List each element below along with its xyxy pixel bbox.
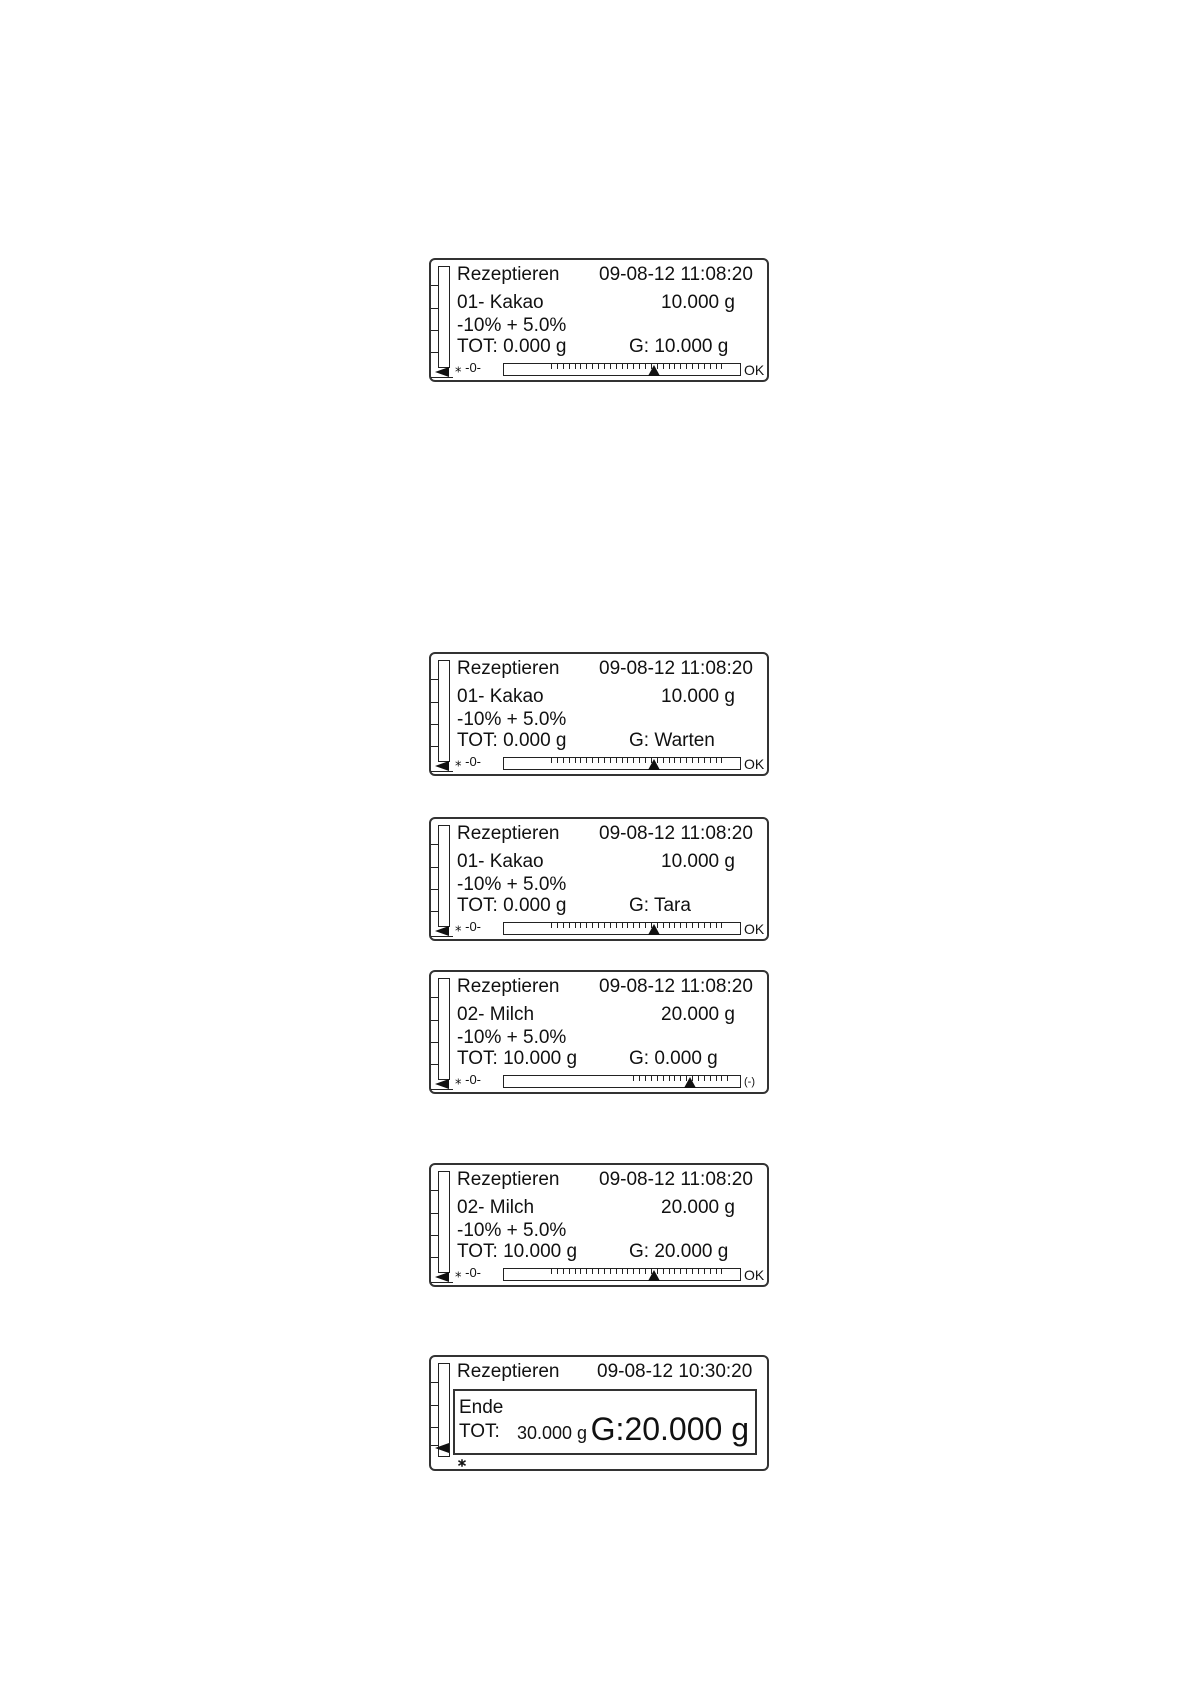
bargraph-tick [633,923,634,928]
total-weight: TOT: 10.000 g [457,1241,578,1262]
bargraph-tick [721,923,722,928]
screen-datetime: 09-08-12 11:08:20 [599,976,753,997]
bargraph-tick [569,923,570,928]
display-screen-2 [429,652,769,776]
bargraph-tick [622,758,623,763]
bargraph-tick [710,923,711,928]
bargraph-tick [610,923,611,928]
bargraph-tick [692,758,693,763]
tolerance: -10% + 5.0% [457,1220,567,1241]
sidebar-indicator [431,972,453,1092]
gross-weight: G: Tara [629,895,691,916]
bargraph-tick [686,758,687,763]
bargraph-tick [651,758,652,763]
bargraph-tick [622,364,623,369]
bargraph-tick [669,1076,670,1081]
bargraph-tick [704,1269,705,1274]
component-target: 10.000 g [661,851,735,872]
bargraph [503,1268,741,1281]
bargraph-tick [569,364,570,369]
bargraph-tick [663,1076,664,1081]
total-weight: TOT: 0.000 g [457,730,567,751]
screen-title: Rezeptieren [457,658,560,679]
bargraph-tick [616,1269,617,1274]
bargraph-tick [686,1269,687,1274]
status-icons: ⁎ -0- [455,1265,481,1280]
screen-title: Rezeptieren [457,976,560,997]
bargraph-tick [633,1269,634,1274]
bargraph [503,922,741,935]
bargraph-tick [674,1076,675,1081]
bargraph-tick [663,758,664,763]
screen-datetime: 09-08-12 11:08:20 [599,1169,753,1190]
bargraph-tick [680,1076,681,1081]
pointer-arrow-icon [435,1443,449,1453]
gross-weight-large: G:20.000 g [590,1411,749,1447]
bargraph-tick [692,923,693,928]
bargraph-tick [627,758,628,763]
bargraph-tick [633,364,634,369]
status-icons: ⁎ -0- [455,754,481,769]
bargraph-tick [686,1076,687,1081]
bargraph-tick [616,364,617,369]
bargraph-tick [604,923,605,928]
bargraph-tick [651,923,652,928]
tolerance: -10% + 5.0% [457,874,567,895]
bargraph-tick [663,923,664,928]
bargraph-tick [622,923,623,928]
screen-datetime: 09-08-12 11:08:20 [599,823,753,844]
display-screen-5 [429,1163,769,1287]
tolerance: -10% + 5.0% [457,709,567,730]
bargraph-tick [580,923,581,928]
bargraph-tick [657,364,658,369]
bargraph-tick [592,758,593,763]
gross-weight: G: 20.000 g [629,1241,729,1262]
total-weight: TOT: 0.000 g [457,336,567,357]
bargraph-tick [698,1269,699,1274]
pointer-arrow-icon [435,926,449,936]
bargraph-tick [657,758,658,763]
bargraph-tick [698,758,699,763]
bargraph-tick [563,923,564,928]
sidebar-indicator [431,1357,453,1469]
component-target: 20.000 g [661,1004,735,1025]
bargraph-tick [575,364,576,369]
bargraph-tick [586,923,587,928]
screen-title: Rezeptieren [457,1169,560,1190]
bargraph-tick [704,923,705,928]
component-name: 02- Milch [457,1197,535,1218]
total-value: 30.000 g [517,1423,588,1443]
bargraph-tick [710,1076,711,1081]
bargraph-tick [610,364,611,369]
bargraph-tick [651,364,652,369]
bargraph-tick [557,364,558,369]
screen-title: Rezeptieren [457,264,560,285]
bargraph-tick [604,1269,605,1274]
bargraph-tick [563,1269,564,1274]
bargraph-tick [663,364,664,369]
bargraph-tick [651,1269,652,1274]
bargraph-tick [692,1076,693,1081]
screen-title: Rezeptieren [457,823,560,844]
pointer-arrow-icon [435,761,449,771]
gross-weight: G: 10.000 g [629,336,729,357]
component-name: 01- Kakao [457,851,544,872]
bargraph-tick [586,1269,587,1274]
status-icons: ⁎ -0- [455,1072,481,1087]
bargraph-tick [639,758,640,763]
bargraph-tick [551,364,552,369]
bargraph-tick [669,758,670,763]
bargraph-tick [657,923,658,928]
display-screen-final [429,1355,769,1471]
bargraph-tick [727,1076,728,1081]
bargraph-tick [674,923,675,928]
display-screen-4 [429,970,769,1094]
bargraph-tick [680,923,681,928]
bargraph-tick [663,1269,664,1274]
bargraph-tick [580,364,581,369]
bargraph-tick [698,364,699,369]
bargraph-tick [645,364,646,369]
component-target: 10.000 g [661,686,735,707]
bargraph-tick [586,364,587,369]
bargraph-tick [622,1269,623,1274]
bargraph-tick [592,1269,593,1274]
bargraph-tick [669,1269,670,1274]
bargraph-tick [604,364,605,369]
bargraph-tick [710,758,711,763]
sidebar-indicator [431,654,453,774]
bargraph-tick [645,923,646,928]
bargraph-tick [627,364,628,369]
bargraph-tick [669,364,670,369]
bargraph-tick [575,758,576,763]
screen-datetime: 09-08-12 11:08:20 [599,658,753,679]
gross-weight: G: Warten [629,730,715,751]
bargraph-tick [610,1269,611,1274]
tolerance: -10% + 5.0% [457,1027,567,1048]
bargraph-tick [721,1076,722,1081]
bargraph-tick [645,758,646,763]
end-label: Ende [459,1397,504,1418]
total-weight: TOT: 10.000 g [457,1048,578,1069]
bargraph-tick [645,1076,646,1081]
bargraph-tick [721,758,722,763]
pointer-arrow-icon [435,1272,449,1282]
bargraph-tick [610,758,611,763]
bargraph-tick [604,758,605,763]
component-name: 02- Milch [457,1004,535,1025]
status-icons: ⁎ -0- [455,360,481,375]
bargraph-tick [569,758,570,763]
bargraph-tick [563,364,564,369]
bargraph-tick [680,758,681,763]
bargraph-tick [551,923,552,928]
bargraph-tick [598,923,599,928]
bargraph-tick [721,1269,722,1274]
bargraph-tick [692,364,693,369]
bargraph-tick [557,1269,558,1274]
display-screen-3 [429,817,769,941]
bargraph-tick [680,1269,681,1274]
component-target: 10.000 g [661,292,735,313]
bargraph [503,1075,741,1088]
bargraph-tick [592,923,593,928]
bargraph-tick [657,1269,658,1274]
sidebar-indicator [431,260,453,380]
result-label: OK [744,756,765,772]
bargraph-tick [592,364,593,369]
bargraph-tick [674,1269,675,1274]
pointer-arrow-icon [435,1079,449,1089]
bargraph-tick [557,758,558,763]
bargraph-tick [692,1269,693,1274]
bargraph-tick [616,923,617,928]
bargraph-tick [598,758,599,763]
bargraph-tick [698,923,699,928]
tolerance: -10% + 5.0% [457,315,567,336]
bargraph-tick [616,758,617,763]
gross-weight: G: 0.000 g [629,1048,718,1069]
bargraph-tick [586,758,587,763]
bargraph-tick [557,923,558,928]
bargraph-tick [669,923,670,928]
result-label: OK [744,1267,765,1283]
bargraph-tick [698,1076,699,1081]
result-label: OK [744,362,765,378]
bargraph-tick [639,1269,640,1274]
component-target: 20.000 g [661,1197,735,1218]
bargraph-tick [716,1269,717,1274]
bargraph [503,363,741,376]
component-name: 01- Kakao [457,292,544,313]
bargraph-tick [580,758,581,763]
bargraph-tick [704,364,705,369]
bargraph-tick [575,923,576,928]
bargraph-tick [633,1076,634,1081]
result-label: (-) [744,1076,755,1088]
result-label: OK [744,921,765,937]
bargraph-tick [710,1269,711,1274]
screen-title: Rezeptieren [457,1361,560,1382]
bargraph-tick [716,364,717,369]
bargraph-tick [680,364,681,369]
sidebar-indicator [431,1165,453,1285]
status-icons: ⁎ -0- [455,919,481,934]
bargraph-tick [710,364,711,369]
bargraph-tick [704,758,705,763]
bargraph-tick [716,923,717,928]
bargraph-tick [674,758,675,763]
bargraph-tick [598,364,599,369]
bargraph-tick [627,923,628,928]
display-screen-1 [429,258,769,382]
stability-icon: ⁎ [458,1453,466,1470]
result-box [453,1389,757,1455]
component-name: 01- Kakao [457,686,544,707]
bargraph-tick [639,364,640,369]
bargraph-tick [575,1269,576,1274]
bargraph-tick [721,364,722,369]
bargraph [503,757,741,770]
bargraph-tick [645,1269,646,1274]
bargraph-tick [657,1076,658,1081]
bargraph-tick [686,923,687,928]
bargraph-tick [639,1076,640,1081]
pointer-arrow-icon [435,367,449,377]
bargraph-tick [704,1076,705,1081]
bargraph-tick [674,364,675,369]
screen-datetime: 09-08-12 11:08:20 [599,264,753,285]
bargraph-tick [580,1269,581,1274]
bargraph-tick [569,1269,570,1274]
bargraph-tick [598,1269,599,1274]
bargraph-tick [551,758,552,763]
sidebar-indicator [431,819,453,939]
screen-datetime: 09-08-12 10:30:20 [597,1361,753,1382]
bargraph-tick [639,923,640,928]
bargraph-tick [651,1076,652,1081]
bargraph-tick [716,1076,717,1081]
total-weight: TOT: 0.000 g [457,895,567,916]
bargraph-tick [627,1269,628,1274]
bargraph-tick [686,364,687,369]
total-label: TOT: [459,1421,500,1442]
bargraph-tick [716,758,717,763]
bargraph-tick [563,758,564,763]
bargraph-tick [633,758,634,763]
bargraph-tick [551,1269,552,1274]
